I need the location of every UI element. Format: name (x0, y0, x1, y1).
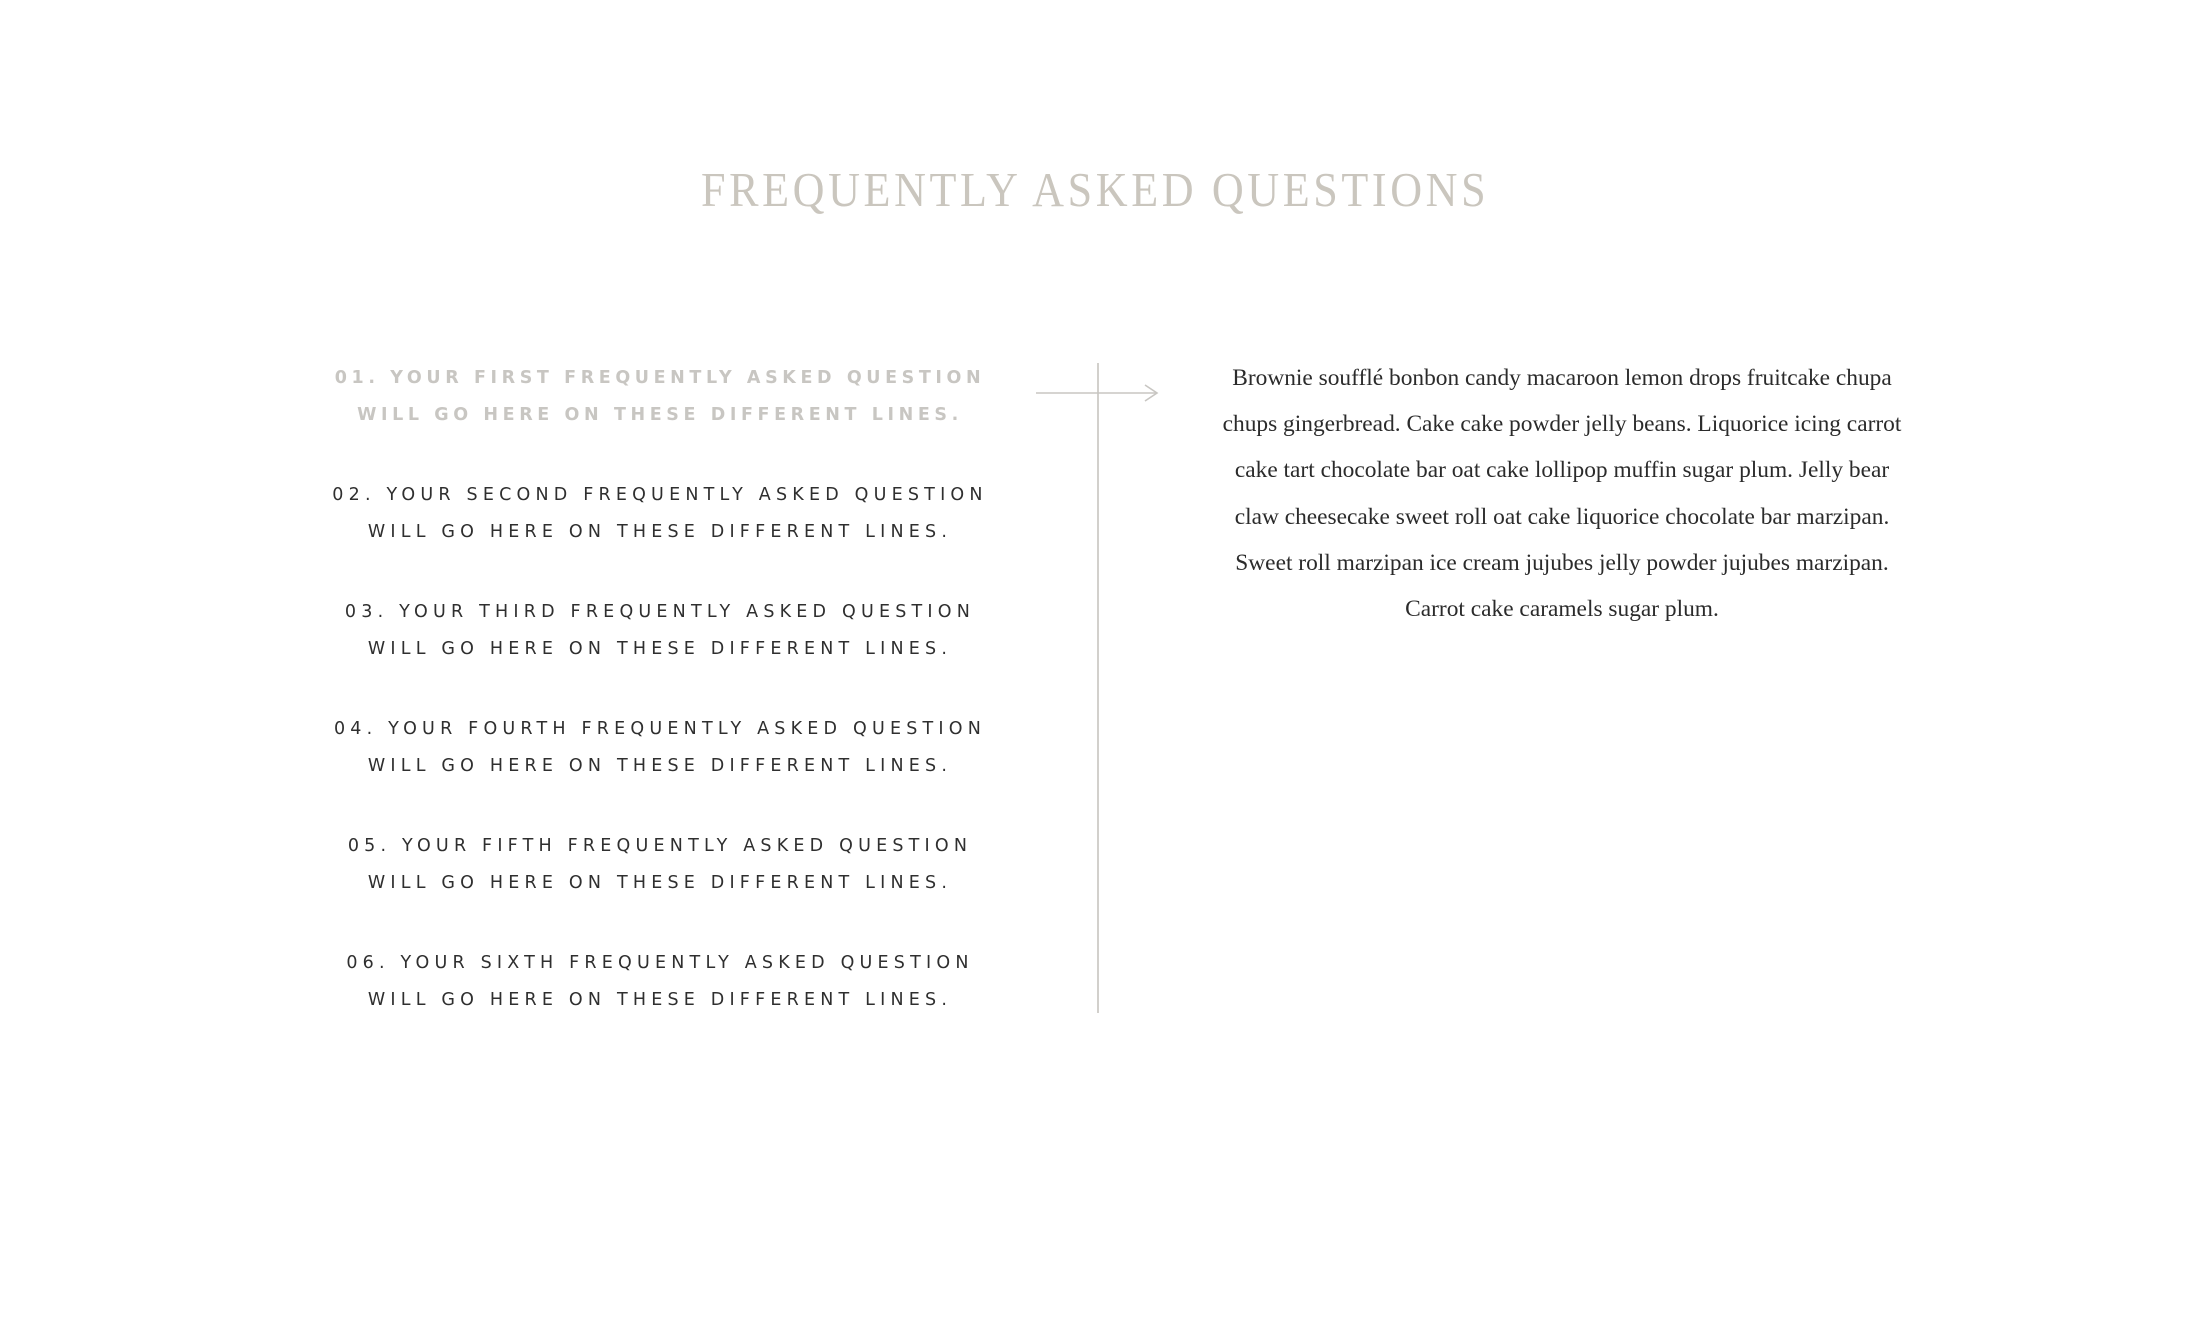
question-line-1: 04. YOUR FOURTH FREQUENTLY ASKED QUESTION (333, 719, 987, 739)
question-line-1: 06. YOUR SIXTH FREQUENTLY ASKED QUESTION (346, 953, 974, 973)
answer-text: Brownie soufflé bonbon candy macaroon lemon drops fruitcake chupa chups gingerbread. Cake cake powder jelly beans. Liquorice icing carrot cake tart chocolate bar oat cake lollipop muffin sugar plum. Jelly bear claw cheesecake sweet roll oat cake liquorice chocolate bar marzipan. Sweet roll marzipan ice cream jujubes jelly powder jujubes marzipan. Carrot cake caramels sugar plum. (1222, 365, 1902, 623)
question-line-1: 02. YOUR SECOND FREQUENTLY ASKED QUESTION (332, 485, 988, 505)
page-title: FREQUENTLY ASKED QUESTIONS (700, 162, 1490, 217)
question-line-2: WILL GO HERE ON THESE DIFFERENT LINES. (367, 639, 953, 659)
question-item-2[interactable] (300, 477, 1020, 594)
question-item-1[interactable] (300, 360, 1020, 477)
question-list (300, 360, 1020, 1062)
question-line-1: 01. YOUR FIRST FREQUENTLY ASKED QUESTION (334, 368, 986, 388)
question-item-6[interactable] (300, 945, 1020, 1062)
question-line-2: WILL GO HERE ON THESE DIFFERENT LINES. (367, 756, 953, 776)
question-line-2: WILL GO HERE ON THESE DIFFERENT LINES. (367, 873, 953, 893)
question-line-2: WILL GO HERE ON THESE DIFFERENT LINES. (367, 522, 953, 542)
question-item-4[interactable] (300, 711, 1020, 828)
question-line-1: 05. YOUR FIFTH FREQUENTLY ASKED QUESTION (347, 836, 973, 856)
question-item-3[interactable] (300, 594, 1020, 711)
arrow-right-icon (1036, 383, 1160, 403)
question-item-5[interactable] (300, 828, 1020, 945)
question-line-2: WILL GO HERE ON THESE DIFFERENT LINES. (357, 405, 963, 425)
question-line-1: 03. YOUR THIRD FREQUENTLY ASKED QUESTION (344, 602, 976, 622)
vertical-divider (1097, 363, 1099, 1013)
question-line-2: WILL GO HERE ON THESE DIFFERENT LINES. (367, 990, 953, 1010)
